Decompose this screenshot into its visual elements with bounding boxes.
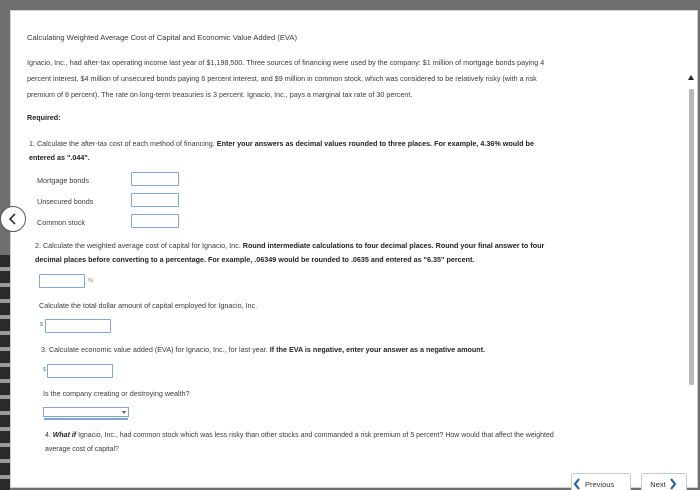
mortgage-bonds-input[interactable] (131, 172, 179, 186)
q2-line-2: decimal places before converting to a percentage. For example, .06349 would be rounded to .0635 and entered as "6.35" percent. (35, 255, 475, 264)
q4-what-if: What if (52, 432, 77, 439)
next-button[interactable] (641, 473, 687, 490)
q1-instruction: Enter your answers as decimal values rounded to three places. For example, 4.36% would be (216, 139, 534, 148)
chevron-right-icon (668, 477, 678, 490)
dropdown-underline (44, 418, 128, 420)
q4-rest: Ignacio, Inc., had common stock which was less risky than other stocks and commanded a risk premium of 5 percent? How would that affect the weighted (76, 432, 554, 439)
chevron-left-icon (572, 477, 582, 490)
scrollbar-thumb[interactable] (689, 89, 694, 385)
eva-input[interactable] (47, 364, 113, 378)
chevron-down-icon (122, 411, 126, 414)
q2-instruction: Round intermediate calculations to four decimal places. Round your final answer to four (242, 241, 545, 250)
previous-label: Previous (585, 479, 615, 489)
q1-line-2: entered as ".044". (29, 153, 90, 162)
page-title: Calculating Weighted Average Cost of Capital and Economic Value Added (EVA) (27, 33, 298, 42)
unsecured-bonds-label: Unsecured bonds (37, 197, 94, 206)
wealth-dropdown[interactable] (43, 407, 129, 417)
q2-prefix: 2. Calculate the weighted average cost of capital for Ignacio, Inc. (35, 241, 243, 250)
next-label: Next (650, 479, 666, 489)
background-stripes (0, 255, 10, 490)
common-stock-label: Common stock (37, 218, 85, 227)
required-label: Required: (27, 113, 61, 122)
q3b-text: Is the company creating or destroying wealth? (43, 389, 190, 398)
q1-line-1 (29, 138, 534, 149)
total-capital-input[interactable] (45, 319, 111, 333)
intro-line-1: Ignacio, Inc., had after-tax operating income last year of $1,198,500. Three sources of financing were used by the company: $1 million of mortgage bonds paying 4 (27, 58, 545, 67)
common-stock-input[interactable] (131, 214, 179, 228)
dollar-unit-eva: $ (43, 367, 47, 373)
q3-prefix: 3. Calculate economic value added (EVA) for Ignacio, Inc., for last year. (41, 345, 270, 354)
dollar-unit-capital: $ (40, 322, 44, 328)
q3-line (41, 344, 485, 355)
scroll-up-arrow-icon[interactable] (688, 75, 694, 80)
percent-unit: % (88, 278, 93, 284)
chevron-left-icon (7, 212, 19, 226)
q2b-text: Calculate the total dollar amount of capital employed for Ignacio, Inc. (39, 301, 258, 310)
wacc-input[interactable] (39, 274, 85, 288)
q1-prefix: 1. Calculate the after-tax cost of each method of financing. (29, 139, 217, 148)
q3-instruction: If the EVA is negative, enter your answer as a negative amount. (269, 345, 486, 354)
q4-line-1 (45, 431, 554, 442)
back-button[interactable] (0, 206, 26, 232)
previous-button[interactable] (571, 473, 631, 490)
q4-line-2: average cost of capital? (45, 446, 119, 453)
intro-line-2: percent interest, $4 million of unsecured bonds paying 6 percent interest, and $9 million in common stock, which was considered to be relatively risky (with a risk (27, 74, 537, 83)
unsecured-bonds-input[interactable] (131, 193, 179, 207)
question-panel (10, 10, 698, 488)
intro-line-3: premium of 8 percent). The rate on long-term treasuries is 3 percent. Ignacio, Inc., pays a marginal tax rate of 30 percent. (27, 90, 413, 99)
q4-prefix: 4. (45, 432, 53, 439)
q2-line-1 (35, 240, 544, 251)
mortgage-bonds-label: Mortgage bonds (37, 176, 89, 185)
